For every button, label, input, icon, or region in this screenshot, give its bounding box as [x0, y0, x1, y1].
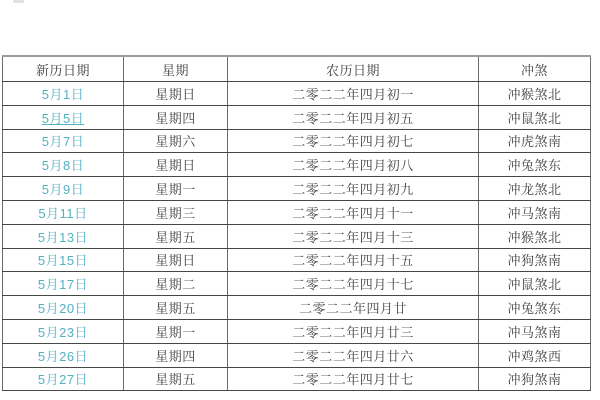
weekday-cell: 星期一 [124, 177, 228, 201]
table-row [3, 177, 591, 201]
gregorian-date-cell [3, 319, 124, 343]
clash-cell: 冲马煞南 [479, 319, 591, 343]
table-row [3, 272, 591, 296]
clash-cell: 冲虎煞南 [479, 129, 591, 153]
gregorian-date-cell [3, 153, 124, 177]
gregorian-date-link[interactable]: 5月20日 [37, 301, 89, 317]
gregorian-date-cell [3, 177, 124, 201]
gregorian-date-link[interactable]: 5月23日 [37, 324, 89, 340]
weekday-cell: 星期五 [124, 367, 228, 391]
table-row [3, 224, 591, 248]
weekday-cell: 星期日 [124, 153, 228, 177]
gregorian-date-link[interactable]: 5月11日 [38, 205, 88, 221]
gregorian-date-link[interactable]: 5月17日 [37, 277, 89, 293]
top-edge-artifact [13, 0, 24, 3]
gregorian-date-link[interactable]: 5月7日 [41, 134, 85, 150]
gregorian-date-link[interactable]: 5月5日 [41, 110, 85, 126]
lunar-date-cell: 二零二二年四月廿七 [228, 367, 479, 391]
gregorian-date-link[interactable]: 5月1日 [41, 86, 85, 102]
gregorian-date-cell [3, 367, 124, 391]
gregorian-date-cell [3, 248, 124, 272]
gregorian-date-link[interactable]: 5月13日 [37, 229, 89, 245]
weekday-cell: 星期五 [124, 296, 228, 320]
lunar-date-cell: 二零二二年四月十一 [228, 200, 479, 224]
weekday-cell: 星期六 [124, 129, 228, 153]
table-row [3, 200, 591, 224]
clash-cell: 冲龙煞北 [479, 177, 591, 201]
gregorian-date-link[interactable]: 5月26日 [37, 348, 89, 364]
table-row [3, 82, 591, 106]
lunar-date-cell: 二零二二年四月十五 [228, 248, 479, 272]
gregorian-date-link[interactable]: 5月15日 [37, 253, 89, 269]
lunar-date-cell: 二零二二年四月初八 [228, 153, 479, 177]
clash-cell: 冲马煞南 [479, 200, 591, 224]
table-row [3, 248, 591, 272]
lunar-date-cell: 二零二二年四月初九 [228, 177, 479, 201]
almanac-table [2, 55, 591, 391]
clash-cell: 冲兔煞东 [479, 296, 591, 320]
col-header-weekday: 星期 [124, 56, 228, 82]
table-row [3, 319, 591, 343]
gregorian-date-link[interactable]: 5月9日 [41, 182, 85, 198]
clash-cell: 冲鸡煞西 [479, 343, 591, 367]
gregorian-date-cell [3, 129, 124, 153]
gregorian-date-cell [3, 200, 124, 224]
gregorian-date-cell [3, 343, 124, 367]
weekday-cell: 星期日 [124, 82, 228, 106]
weekday-cell: 星期二 [124, 272, 228, 296]
table-row [3, 153, 591, 177]
clash-cell: 冲猴煞北 [479, 224, 591, 248]
lunar-date-cell: 二零二二年四月十七 [228, 272, 479, 296]
table-row [3, 343, 591, 367]
weekday-cell: 星期四 [124, 343, 228, 367]
col-header-gregorian-date: 新历日期 [3, 56, 124, 82]
clash-cell: 冲鼠煞北 [479, 105, 591, 129]
lunar-date-cell: 二零二二年四月廿 [228, 296, 479, 320]
weekday-cell: 星期四 [124, 105, 228, 129]
gregorian-date-cell [3, 272, 124, 296]
lunar-date-cell: 二零二二年四月廿三 [228, 319, 479, 343]
weekday-cell: 星期三 [124, 200, 228, 224]
header-row [3, 56, 591, 82]
weekday-cell: 星期五 [124, 224, 228, 248]
weekday-cell: 星期日 [124, 248, 228, 272]
weekday-cell: 星期一 [124, 319, 228, 343]
lunar-date-cell: 二零二二年四月廿六 [228, 343, 479, 367]
clash-cell: 冲狗煞南 [479, 248, 591, 272]
clash-cell: 冲猴煞北 [479, 82, 591, 106]
col-header-lunar-date: 农历日期 [228, 56, 479, 82]
table-row [3, 296, 591, 320]
table-body [3, 82, 591, 391]
table-row [3, 105, 591, 129]
gregorian-date-cell [3, 82, 124, 106]
lunar-date-cell: 二零二二年四月初七 [228, 129, 479, 153]
clash-cell: 冲鼠煞北 [479, 272, 591, 296]
lunar-date-cell: 二零二二年四月十三 [228, 224, 479, 248]
lunar-date-cell: 二零二二年四月初一 [228, 82, 479, 106]
table-row [3, 129, 591, 153]
clash-cell: 冲狗煞南 [479, 367, 591, 391]
lunar-date-cell: 二零二二年四月初五 [228, 105, 479, 129]
gregorian-date-link[interactable]: 5月27日 [37, 372, 89, 388]
table-row [3, 367, 591, 391]
table-header [3, 56, 591, 82]
gregorian-date-cell [3, 224, 124, 248]
gregorian-date-link[interactable]: 5月8日 [41, 158, 85, 174]
gregorian-date-cell [3, 105, 124, 129]
col-header-clash: 冲煞 [479, 56, 591, 82]
clash-cell: 冲兔煞东 [479, 153, 591, 177]
gregorian-date-cell [3, 296, 124, 320]
